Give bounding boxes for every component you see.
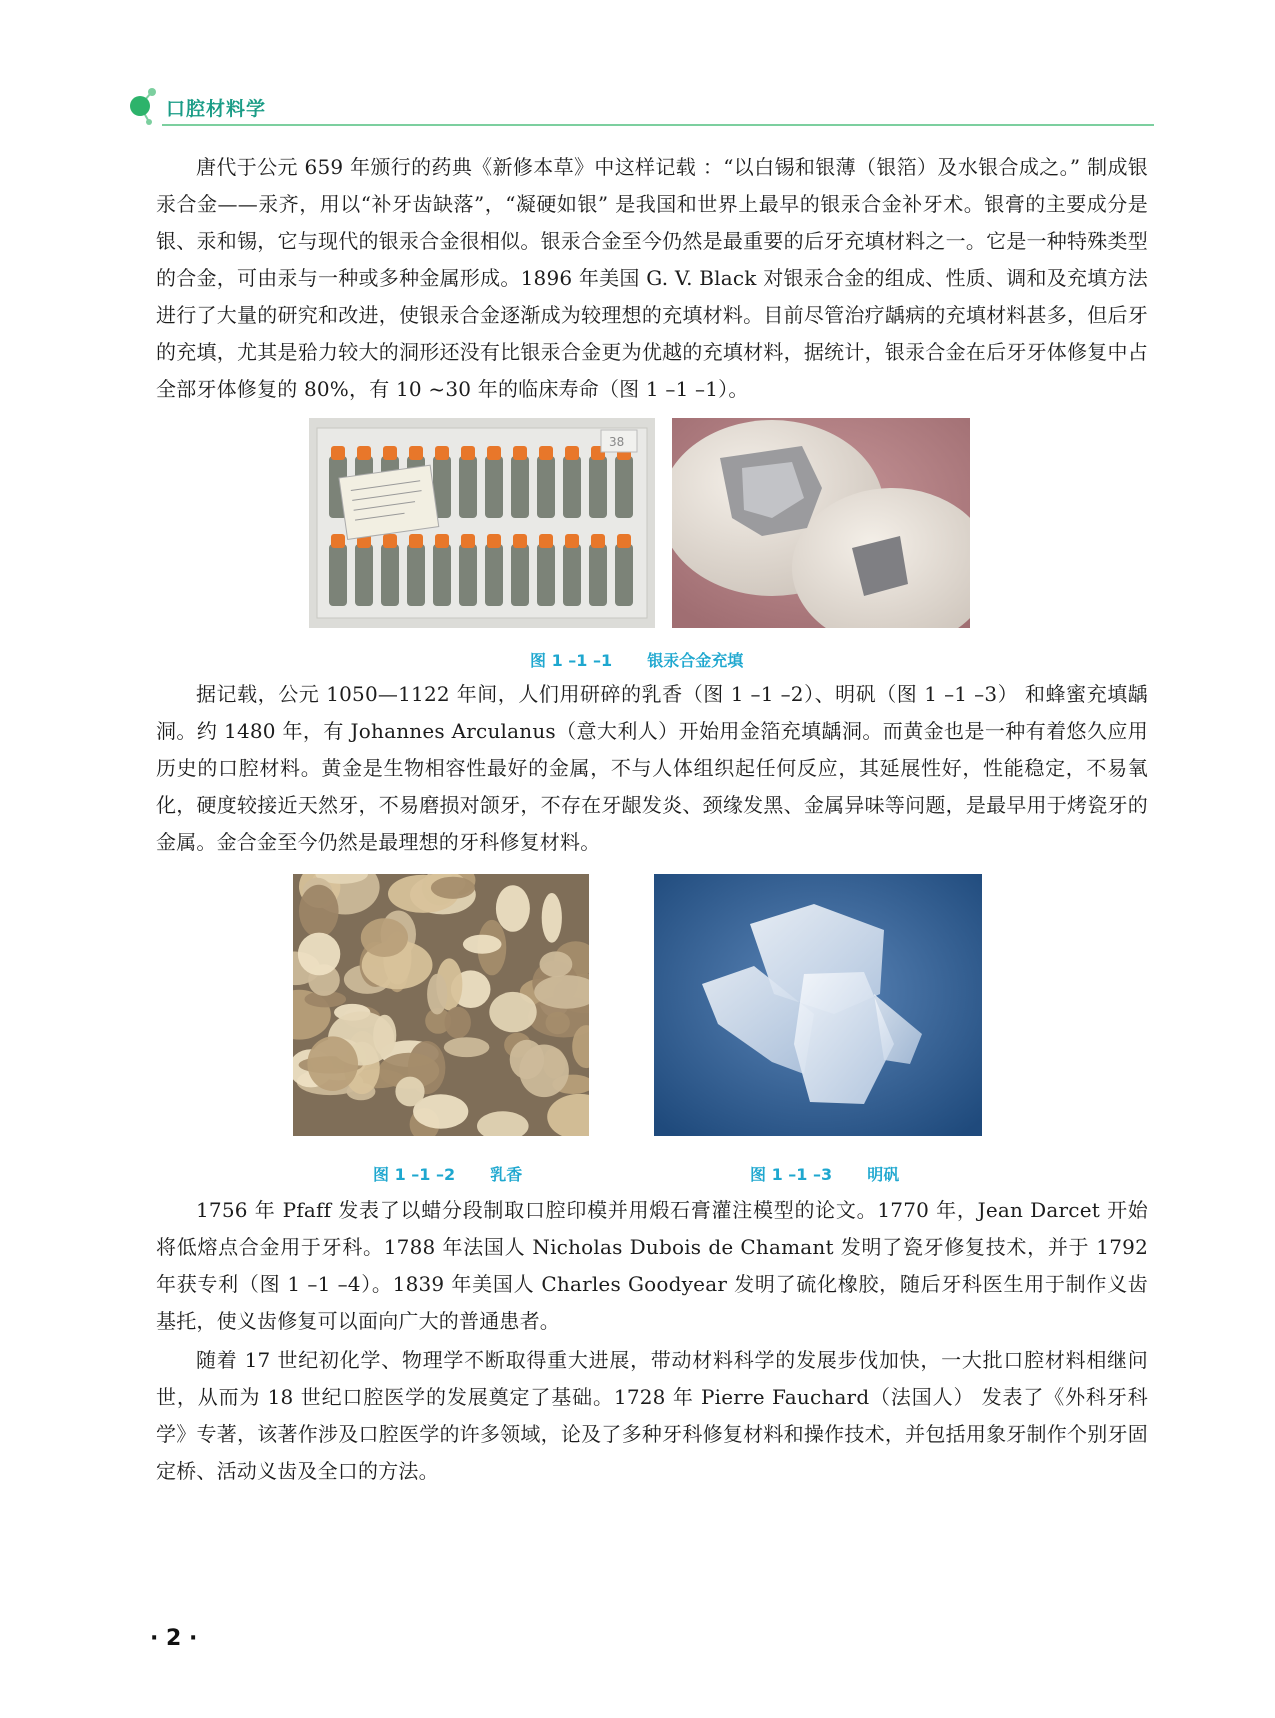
figure-label: 图 1 –1 –2 <box>373 1165 456 1184</box>
page-number: · 2 · <box>150 1626 198 1651</box>
running-header <box>126 84 1154 128</box>
figure-title: 银汞合金充填 <box>647 651 744 670</box>
figure-label: 图 1 –1 –1 <box>530 651 613 670</box>
alum-photo <box>654 874 982 1136</box>
header-rule <box>162 124 1154 126</box>
paragraph-pfaff-goodyear: 1756 年 Pfaff 发表了以蜡分段制取口腔印模并用煅石膏灌注模型的论文。1770 年，Jean Darcet 开始将低熔点合金用于牙科。1788 年法国人 Nicholas Dubois de Chamant 发明了瓷牙修复技术，并于 1792 年获专利（图 1 –1 –4）。1839 年美国人 Charles Goodyear 发明了硫化橡胶，随后牙科医生用于制作义齿基托，使义齿修复可以面向广大的普通患者。 <box>156 1198 1148 1333</box>
figure-title: 明矾 <box>867 1165 900 1184</box>
molecule-logo-icon <box>126 84 170 128</box>
frankincense-photo <box>293 874 589 1136</box>
paragraph-amalgam-history: 唐代于公元 659 年颁行的药典《新修本草》中这样记载 ：“以白锡和银薄（银箔）及水银合成之。” 制成银汞合金——汞齐，用以“补牙齿缺落”，“凝硬如银” 是我国和世界上最早的银汞合金补牙术。银膏的主要成分是银、汞和锡，它与现代的银汞合金很相似。银汞合金至今仍然是最重要的后牙充填材料之一。它是一种特殊类型的合金，可由汞与一种或多种金属形成。1896 年美国 G. V. Black 对银汞合金的组成、性质、调和及充填方法进行了大量的研究和改进，使银汞合金逐渐成为较理想的充填材料。目前尽管治疗龋病的充填材料甚多，但后牙的充填，尤其是𬌗力较大的洞形还没有比银汞合金更为优越的充填材料，据统计，银汞合金在后牙牙体修复中占全部牙体修复的 80%，有 10 ~30 年的临床寿命（图 1 –1 –1）。 <box>156 155 1148 401</box>
paragraph-frankincense-gold: 据记载，公元 1050—1122 年间，人们用研碎的乳香（图 1 –1 –2）、明矾（图 1 –1 –3） 和蜂蜜充填龋洞。约 1480 年，有 Johannes Arculanus（意大利人）开始用金箔充填龋洞。而黄金也是一种有着悠久应用历史的口腔材料。黄金是生物相容性最好的金属，不与人体组织起任何反应，其延展性好，性能稳定，不易氧化，硬度较接近天然牙，不易磨损对颌牙，不存在牙龈发炎、颈缘发黑、金属异味等问题，是最早用于烤瓷牙的金属。金合金至今仍然是最理想的牙科修复材料。 <box>156 682 1148 854</box>
book-title: 口腔材料学 <box>166 98 267 120</box>
figure-caption <box>530 648 743 671</box>
figure-title: 乳香 <box>490 1165 523 1184</box>
amalgam-capsules-photo <box>309 418 655 628</box>
capsule-box-label: 38 <box>609 435 625 449</box>
figure-caption <box>750 1162 899 1185</box>
figure-label: 图 1 –1 –3 <box>750 1165 833 1184</box>
paragraph-fauchard: 随着 17 世纪初化学、物理学不断取得重大进展，带动材料科学的发展步伐加快，一大批口腔材料相继问世，从而为 18 世纪口腔医学的发展奠定了基础。1728 年 Pierre Fauchard（法国人） 发表了《外科牙科学》专著，该著作涉及口腔医学的许多领域，论及了多种牙科修复材料和操作技术，并包括用象牙制作个别牙固定桥、活动义齿及全口的方法。 <box>156 1348 1148 1483</box>
amalgam-filled-teeth-photo <box>672 418 970 628</box>
figure-caption <box>373 1162 522 1185</box>
